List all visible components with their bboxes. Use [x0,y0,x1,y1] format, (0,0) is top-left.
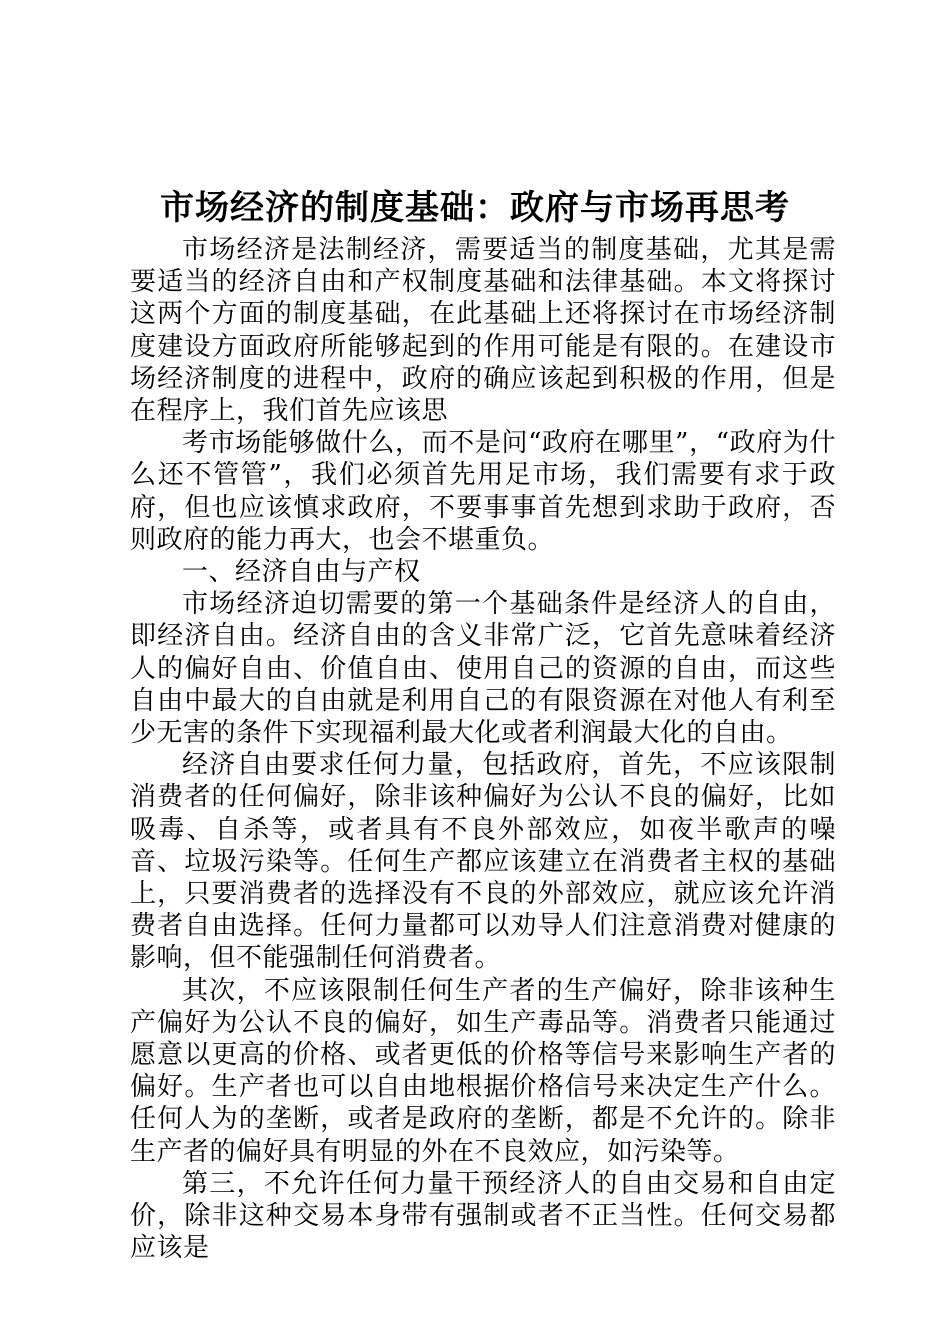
paragraph-producer-freedom: 其次，不应该限制任何生产者的生产偏好，除非该种生产偏好为公认不良的偏好，如生产毒品等。消费者只能通过愿意以更高的价格、或者更低的价格等信号来影响生产者的偏好。生产者也可以自由地根据价格信号来决定生产什么。任何人为的垄断，或者是政府的垄断，都是不允许的。除非生产者的偏好具有明显的外在不良效应，如污染等。 [130,975,836,1167]
document-title: 市场经济的制度基础：政府与市场再思考 [160,188,790,228]
paragraph-intro: 市场经济是法制经济，需要适当的制度基础，尤其是需要适当的经济自由和产权制度基础和法律基础。本文将探讨这两个方面的制度基础，在此基础上还将探讨在市场经济制度建设方面政府所能够起到的作用可能是有限的。在建设市场经济制度的进程中，政府的确应该起到积极的作用，但是在程序上，我们首先应该思 [130,235,836,427]
document-body [130,234,836,1265]
section-heading-economic-freedom: 一、经济自由与产权 [182,557,421,588]
paragraph-intro-continued: 考市场能够做什么，而不是问“政府在哪里”，“政府为什么还不管管”，我们必须首先用足市场，我们需要有求于政府，但也应该慎求政府，不要事事首先想到求助于政府，否则政府的能力再大，也会不堪重负。 [130,428,836,555]
paragraph-economic-freedom: 市场经济迫切需要的第一个基础条件是经济人的自由，即经济自由。经济自由的含义非常广泛，它首先意味着经济人的偏好自由、价值自由、使用自己的资源的自由，而这些自由中最大的自由就是利用自己的有限资源在对他人有利至少无害的条件下实现福利最大化或者利润最大化的自由。 [130,589,836,749]
paragraph-free-trade: 第三，不允许任何力量干预经济人的自由交易和自由定价，除非这种交易本身带有强制或者不正当性。任何交易都应该是 [130,1168,836,1264]
paragraph-consumer-freedom: 经济自由要求任何力量，包括政府，首先，不应该限制消费者的任何偏好，除非该种偏好为公认不良的偏好，比如吸毒、自杀等，或者具有不良外部效应，如夜半歌声的噪音、垃圾污染等。任何生产都应该建立在消费者主权的基础上，只要消费者的选择没有不良的外部效应，就应该允许消费者自由选择。任何力量都可以劝导人们注意消费对健康的影响，但不能强制任何消费者。 [130,750,836,974]
